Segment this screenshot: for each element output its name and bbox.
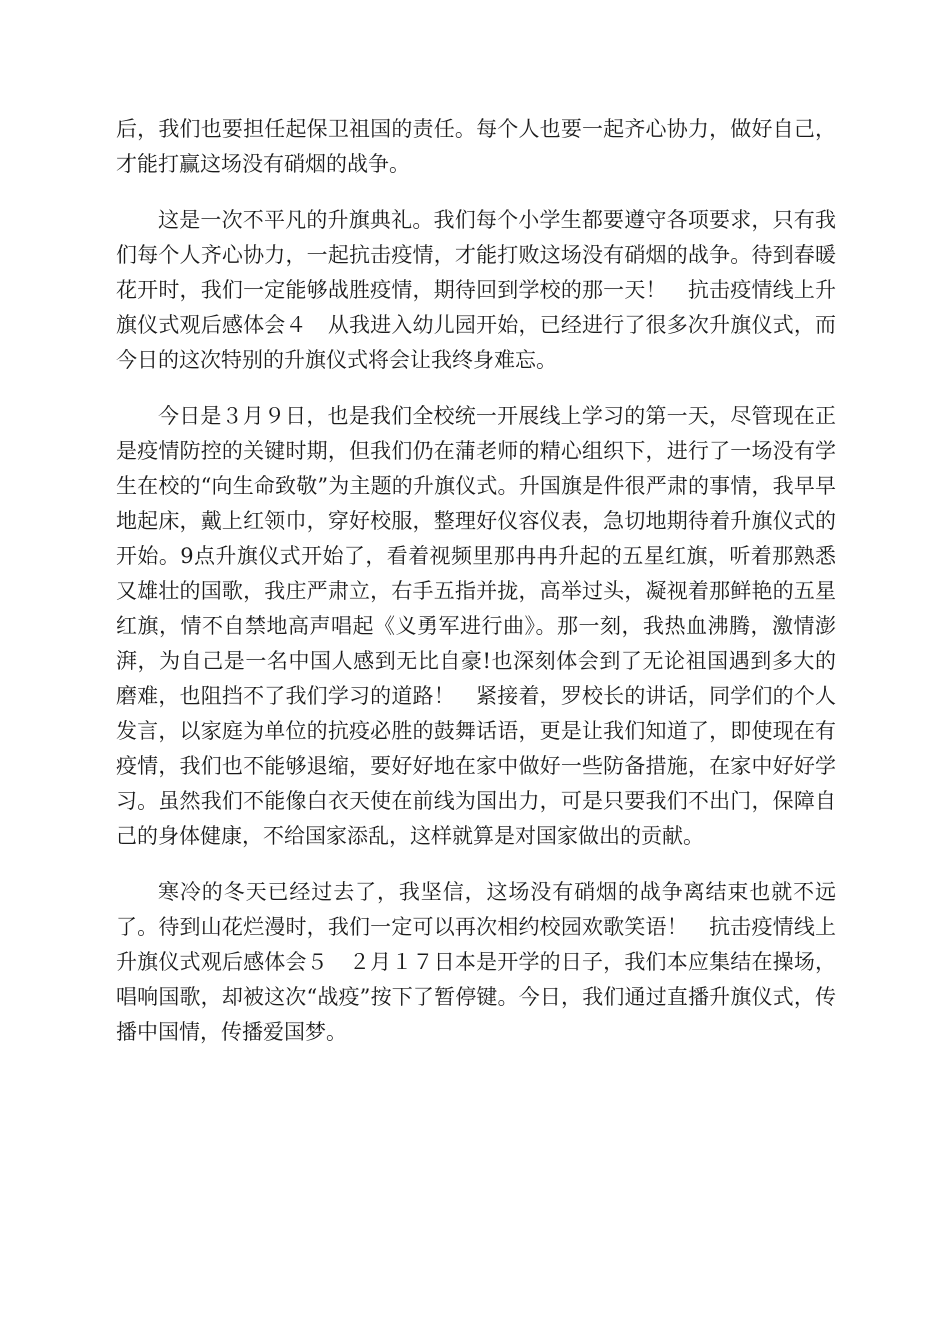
paragraph-3: 今日是３月９日，也是我们全校统一开展线上学习的第一天，尽管现在正是疫情防控的关键时期，但我们仍在蒲老师的精心组织下，进行了一场没有学生在校的“向生命致敬”为主题的升旗仪式。升国旗是件很严肃的事情，我早早地起床，戴上红领巾，穿好校服，整理好仪容仪表，急切地期待着升旗仪式的开始。9点升旗仪式开始了，看着视频里那冉冉升起的五星红旗，听着那熟悉又雄壮的国歌，我庄严肃立，右手五指并拢，高举过头，凝视着那鲜艳的五星红旗，情不自禁地高声唱起《义勇军进行曲》。那一刻，我热血沸腾，激情澎湃，为自己是一名中国人感到无比自豪!也深刻体会到了无论祖国遇到多大的磨难，也阻挡不了我们学习的道路！ 紧接着，罗校长的讲话，同学们的个人发言，以家庭为单位的抗疫必胜的鼓舞话语，更是让我们知道了，即使现在有疫情，我们也不能够退缩，要好好地在家中做好一些防备措施，在家中好好学习。虽然我们不能像白衣天使在前线为国出力，可是只要我们不出门，保障自己的身体健康，不给国家添乱，这样就算是对国家做出的贡献。 bbox=[116, 404, 836, 848]
document-body bbox=[116, 112, 836, 1071]
paragraph-1: 后，我们也要担任起保卫祖国的责任。每个人也要一起齐心协力，做好自己，才能打赢这场没有硝烟的战争。 bbox=[116, 117, 836, 176]
paragraph-4: 寒冷的冬天已经过去了，我坚信，这场没有硝烟的战争离结束也就不远了。待到山花烂漫时，我们一定可以再次相约校园欢歌笑语！ 抗击疫情线上升旗仪式观后感体会５ ２月１７日本是开学的日子，我们本应集结在操场，唱响国歌，却被这次“战疫”按下了暂停键。今日，我们通过直播升旗仪式，传播中国情，传播爱国梦。 bbox=[116, 880, 836, 1044]
paragraph-2: 这是一次不平凡的升旗典礼。我们每个小学生都要遵守各项要求，只有我们每个人齐心协力，一起抗击疫情，才能打败这场没有硝烟的战争。待到春暖花开时，我们一定能够战胜疫情，期待回到学校的那一天！ 抗击疫情线上升旗仪式观后感体会４ 从我进入幼儿园开始，已经进行了很多次升旗仪式，而今日的这次特别的升旗仪式将会让我终身难忘。 bbox=[116, 208, 836, 372]
